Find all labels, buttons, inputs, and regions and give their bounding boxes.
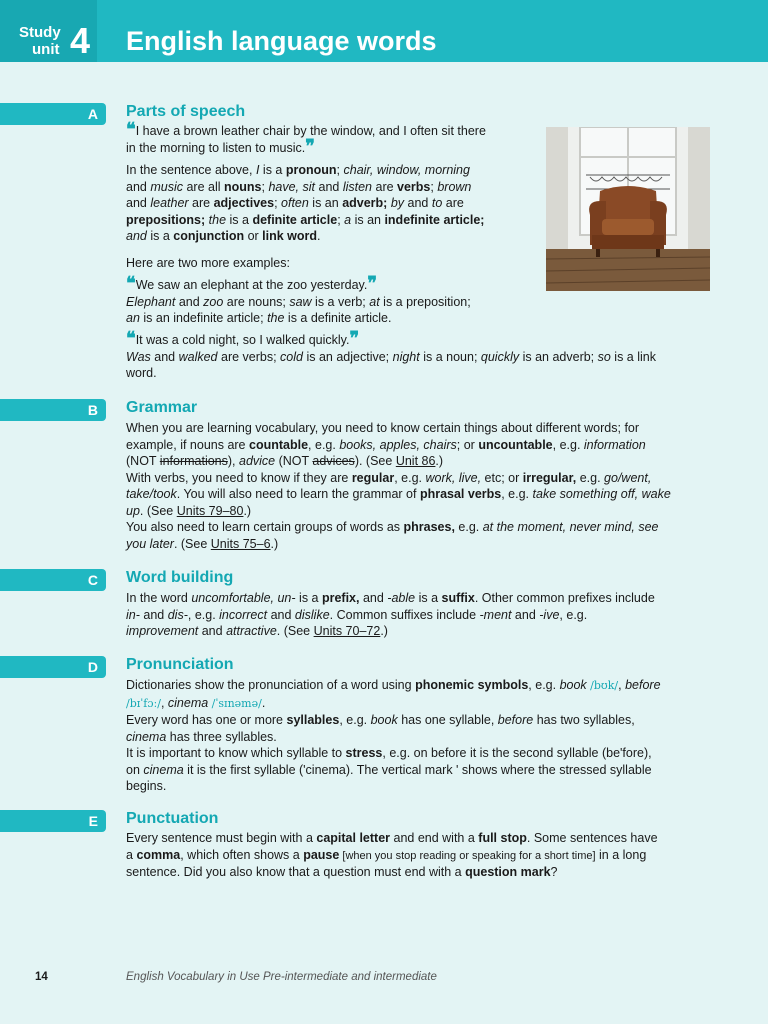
text-span: before xyxy=(625,678,661,692)
text-span: ). (See xyxy=(354,454,396,468)
section-letter-c: C xyxy=(87,572,98,588)
unit-label: unit xyxy=(32,41,60,58)
struck-word: advices xyxy=(312,454,355,468)
text-span: cinema xyxy=(167,695,209,710)
text-span: by xyxy=(387,196,405,210)
text-span: are nouns; xyxy=(223,294,290,309)
text-span: , e.g. xyxy=(308,437,340,452)
term-definite-article: definite article xyxy=(252,212,338,227)
text-span: in a long sentence. Did you also know that a question must end with a xyxy=(126,847,647,879)
text-span: incorrect xyxy=(219,607,268,622)
text-span: and xyxy=(198,624,227,638)
term-indefinite-article: indefinite article; xyxy=(384,212,485,227)
text-span: brown xyxy=(437,179,472,194)
text-span: cinema xyxy=(143,762,184,777)
section-tab-a xyxy=(0,103,106,125)
text-span: an xyxy=(126,311,140,325)
text-span: , e.g. xyxy=(394,470,426,485)
text-span: Was xyxy=(126,349,151,364)
text-span: are xyxy=(188,196,214,210)
text-span: Every word has one or more xyxy=(126,713,287,727)
text-span: is an adverb; xyxy=(519,349,598,364)
example-2 xyxy=(126,328,671,382)
open-quote-icon: ❝ xyxy=(126,119,136,139)
section-letter-d: D xyxy=(87,659,98,675)
text-span: ; xyxy=(430,179,438,194)
text-span: -ment xyxy=(479,607,512,622)
text-span: You also need to learn certain groups of words as xyxy=(126,520,404,534)
text-span: information xyxy=(583,437,646,452)
unit-link[interactable]: Unit 86 xyxy=(395,454,436,468)
text-span: is a xyxy=(226,212,253,227)
text-span: and end with a xyxy=(390,831,479,845)
text-span: or xyxy=(244,229,263,243)
struck-word: informations xyxy=(159,454,228,468)
term-syllables: syllables xyxy=(286,713,340,727)
text-span: it is the first syllable ('cinema). The vertical mark ' shows where the stressed syllable begins. xyxy=(126,762,652,793)
phonemic-transcription: /bɪˈfɔː/ xyxy=(126,696,161,710)
text-span: is a noun; xyxy=(419,349,481,364)
term-irregular: irregular, xyxy=(522,470,577,485)
term-prefix: prefix, xyxy=(321,591,360,605)
open-quote-icon: ❝ xyxy=(126,273,136,293)
text-span: is a xyxy=(415,591,442,605)
text-span: at the moment, never mind, see you later xyxy=(126,520,659,551)
text-span: .) xyxy=(270,536,279,551)
unit-number: 4 xyxy=(70,20,91,61)
text-span: is a xyxy=(146,229,174,243)
page-title: English language words xyxy=(126,26,437,56)
unit-link[interactable]: Units 79–80 xyxy=(176,503,244,518)
text-span: work, live, xyxy=(425,470,482,485)
section-heading-a: Parts of speech xyxy=(126,103,246,120)
text-span: ? xyxy=(550,865,558,879)
text-span: ), xyxy=(227,454,239,468)
text-span: a xyxy=(344,212,352,227)
term-uncountable: uncountable xyxy=(478,437,553,452)
text-span: is a preposition; xyxy=(379,294,471,309)
term-pause: pause xyxy=(303,847,340,862)
text-span: , xyxy=(160,695,168,710)
text-span: , e.g. xyxy=(552,437,584,452)
text-span: , e.g. on before it is the second syllable (be'fore), on xyxy=(126,746,652,777)
text-span: In the word xyxy=(126,591,192,605)
close-quote-icon: ❞ xyxy=(349,328,360,348)
text-span: leather xyxy=(150,196,189,210)
text-span: is an indefinite article; xyxy=(139,311,268,325)
open-quote-icon: ❝ xyxy=(126,328,136,348)
text-span: . Other common prefixes include xyxy=(474,591,655,605)
text-span: . xyxy=(317,229,321,243)
term-adverb: adverb; xyxy=(342,196,388,210)
term-pronoun: pronoun xyxy=(285,163,337,177)
text-span: and xyxy=(404,196,432,210)
text-span: and xyxy=(315,179,343,194)
text-span: (NOT xyxy=(275,454,313,468)
text-span: . You will also need to learn the grammar of xyxy=(176,487,420,501)
text-span: ; or xyxy=(456,437,479,452)
text-span: . (See xyxy=(139,503,177,518)
text-span: quickly xyxy=(480,349,520,364)
quote-1-line-1: I have a brown leather chair by the window, and I often sit there xyxy=(135,124,486,138)
text-span: e.g. xyxy=(454,520,483,534)
text-span: e.g. xyxy=(576,470,605,485)
text-span: saw xyxy=(289,294,312,309)
text-span: ; xyxy=(261,179,269,194)
text-span: , e.g. xyxy=(528,678,560,692)
phonemic-transcription: /ˈsɪnəmə/ xyxy=(208,696,262,710)
text-span: .) xyxy=(243,503,252,518)
section-heading-c: Word building xyxy=(126,569,234,586)
term-suffix: suffix xyxy=(441,591,475,605)
term-regular: regular xyxy=(351,470,395,485)
text-span: night xyxy=(392,349,420,364)
text-span: so xyxy=(597,349,611,364)
term-stress: stress xyxy=(345,746,383,760)
section-letter-a: A xyxy=(87,106,98,122)
text-span: the xyxy=(267,311,285,325)
study-label: Study xyxy=(19,24,61,41)
text-span: is an xyxy=(351,212,385,227)
text-span: in- xyxy=(126,607,140,622)
unit-link[interactable]: Units 75–6 xyxy=(210,536,271,551)
text-span: and xyxy=(139,607,168,622)
text-span: uncomfortable, un- xyxy=(191,591,296,605)
term-nouns: nouns xyxy=(224,179,262,194)
text-span: . (See xyxy=(276,624,314,638)
text-span: When you are learning vocabulary, you need to know certain things about different words; for example, if nouns are xyxy=(126,421,640,452)
quote-2: We saw an elephant at the zoo yesterday. xyxy=(135,278,368,292)
parts-of-speech-explanation xyxy=(126,162,536,245)
text-span: at xyxy=(369,294,380,309)
text-span: are verbs; xyxy=(217,349,281,364)
text-span: to xyxy=(431,196,443,210)
text-span: advice xyxy=(239,454,276,468)
unit-badge xyxy=(0,0,97,62)
text-span: With verbs, you need to know if they are xyxy=(126,470,352,485)
text-span: is an adjective; xyxy=(302,349,393,364)
text-span: book xyxy=(370,713,398,727)
phonemic-transcription: /bʊk/ xyxy=(586,679,619,692)
text-span: and xyxy=(126,229,147,243)
text-span: are xyxy=(442,196,464,210)
section-tab-e xyxy=(0,810,106,832)
text-span: cinema xyxy=(126,729,167,744)
text-span: and xyxy=(150,349,179,364)
section-tab-b xyxy=(0,399,106,421)
text-span: is a xyxy=(295,591,322,605)
text-span: zoo xyxy=(203,294,224,309)
text-span: It is important to know which syllable to xyxy=(126,746,346,760)
text-span: is a verb; xyxy=(311,294,370,309)
text-span: and xyxy=(359,591,388,605)
text-span: ; xyxy=(337,212,345,227)
text-span: Elephant xyxy=(126,294,176,309)
term-phonemic-symbols: phonemic symbols xyxy=(415,678,529,692)
section-heading-d: Pronunciation xyxy=(126,656,234,673)
text-span: Dictionaries show the pronunciation of a word using xyxy=(126,678,416,692)
pronunciation-text xyxy=(126,677,666,795)
section-heading-b: Grammar xyxy=(126,399,198,416)
text-span: In the sentence above, xyxy=(126,163,256,177)
text-span: is a link word. xyxy=(126,349,656,380)
text-span: are all xyxy=(183,179,224,194)
text-span: books, apples, chairs xyxy=(339,437,457,452)
text-span: -able xyxy=(387,591,416,605)
section-letter-e: E xyxy=(88,813,98,829)
text-span: etc; or xyxy=(481,470,523,485)
text-span: before xyxy=(497,713,534,727)
examples-intro: Here are two more examples: xyxy=(126,256,290,270)
text-span: I xyxy=(255,163,260,177)
text-span: is a xyxy=(259,163,286,177)
text-span: (NOT xyxy=(126,454,160,468)
text-span: , xyxy=(618,678,626,692)
text-span: has three syllables. xyxy=(166,729,277,744)
text-span: . xyxy=(261,695,266,710)
text-span: walked xyxy=(178,349,218,364)
text-span: -ive xyxy=(539,607,560,622)
text-span: and xyxy=(126,179,151,194)
text-span: ; xyxy=(336,163,344,177)
text-span: , e.g. xyxy=(339,713,371,727)
punctuation-text xyxy=(126,830,666,881)
quote-3: It was a cold night, so I walked quickly. xyxy=(135,333,350,347)
text-span: music xyxy=(150,179,183,194)
text-span: listen xyxy=(342,179,373,194)
term-comma: comma xyxy=(136,847,181,862)
grammar-text xyxy=(126,420,671,552)
text-span: chair, window, morning xyxy=(343,163,470,177)
armchair-photo xyxy=(546,127,710,291)
text-span: is a definite article. xyxy=(284,311,392,325)
term-phrasal-verbs: phrasal verbs xyxy=(419,487,502,501)
term-verbs: verbs xyxy=(397,179,431,194)
unit-header-bar xyxy=(0,0,768,62)
text-span: has two syllables, xyxy=(533,713,635,727)
section-heading-e: Punctuation xyxy=(126,810,219,827)
text-span: and xyxy=(267,607,295,622)
text-span: dislike xyxy=(294,607,330,622)
unit-link[interactable]: Units 70–72 xyxy=(313,624,381,638)
text-span: cold xyxy=(280,349,303,364)
text-span: are xyxy=(372,179,398,194)
term-adjectives: adjectives xyxy=(213,196,275,210)
text-span: . Some sentences have a xyxy=(126,831,658,862)
text-span: , e.g. xyxy=(187,607,220,622)
text-span: the xyxy=(205,212,227,227)
term-question-mark: question mark xyxy=(465,865,551,879)
text-span: , which often shows a xyxy=(180,847,304,862)
text-span: is an xyxy=(308,196,343,210)
quote-1-line-2: in the morning to listen to music. xyxy=(126,140,306,155)
section-letter-b: B xyxy=(87,402,98,418)
text-span: . (See xyxy=(173,536,211,551)
text-span: has one syllable, xyxy=(397,713,498,727)
text-span: .) xyxy=(435,454,444,468)
text-span: have, sit xyxy=(268,179,316,194)
section-tab-d xyxy=(0,656,106,678)
term-prepositions: prepositions; xyxy=(126,212,206,227)
text-span: and xyxy=(175,294,204,309)
text-span: go/went, take/took xyxy=(126,470,652,501)
close-quote-icon: ❞ xyxy=(305,135,315,156)
term-full-stop: full stop xyxy=(478,831,527,845)
close-quote-icon: ❞ xyxy=(367,273,377,293)
text-span: .) xyxy=(380,624,388,638)
book-title: English Vocabulary in Use Pre-intermediate and intermediate xyxy=(126,971,437,983)
term-link-word: link word xyxy=(262,229,318,243)
word-building-text xyxy=(126,590,661,640)
term-capital-letter: capital letter xyxy=(316,831,391,845)
text-span: improvement xyxy=(126,624,199,638)
page-number: 14 xyxy=(35,971,48,983)
quote-1 xyxy=(126,119,526,156)
term-conjunction: conjunction xyxy=(173,229,245,243)
definition-note: [when you stop reading or speaking for a short time] xyxy=(339,849,596,862)
text-span: ; xyxy=(274,196,282,210)
term-countable: countable xyxy=(249,437,309,452)
term-phrases: phrases, xyxy=(403,520,455,534)
text-span: , e.g. xyxy=(559,607,588,622)
text-span: . Common suffixes include xyxy=(329,607,480,622)
text-span: dis- xyxy=(167,607,188,622)
text-span: often xyxy=(281,196,309,210)
text-span: , e.g. xyxy=(501,487,533,501)
text-span: Every sentence must begin with a xyxy=(126,831,317,845)
text-span: and xyxy=(126,196,151,210)
section-tab-c xyxy=(0,569,106,591)
text-span: attractive xyxy=(226,624,277,638)
text-span: take something off, wake up xyxy=(126,487,671,518)
text-span: and xyxy=(511,607,540,622)
text-span: book xyxy=(559,678,587,692)
